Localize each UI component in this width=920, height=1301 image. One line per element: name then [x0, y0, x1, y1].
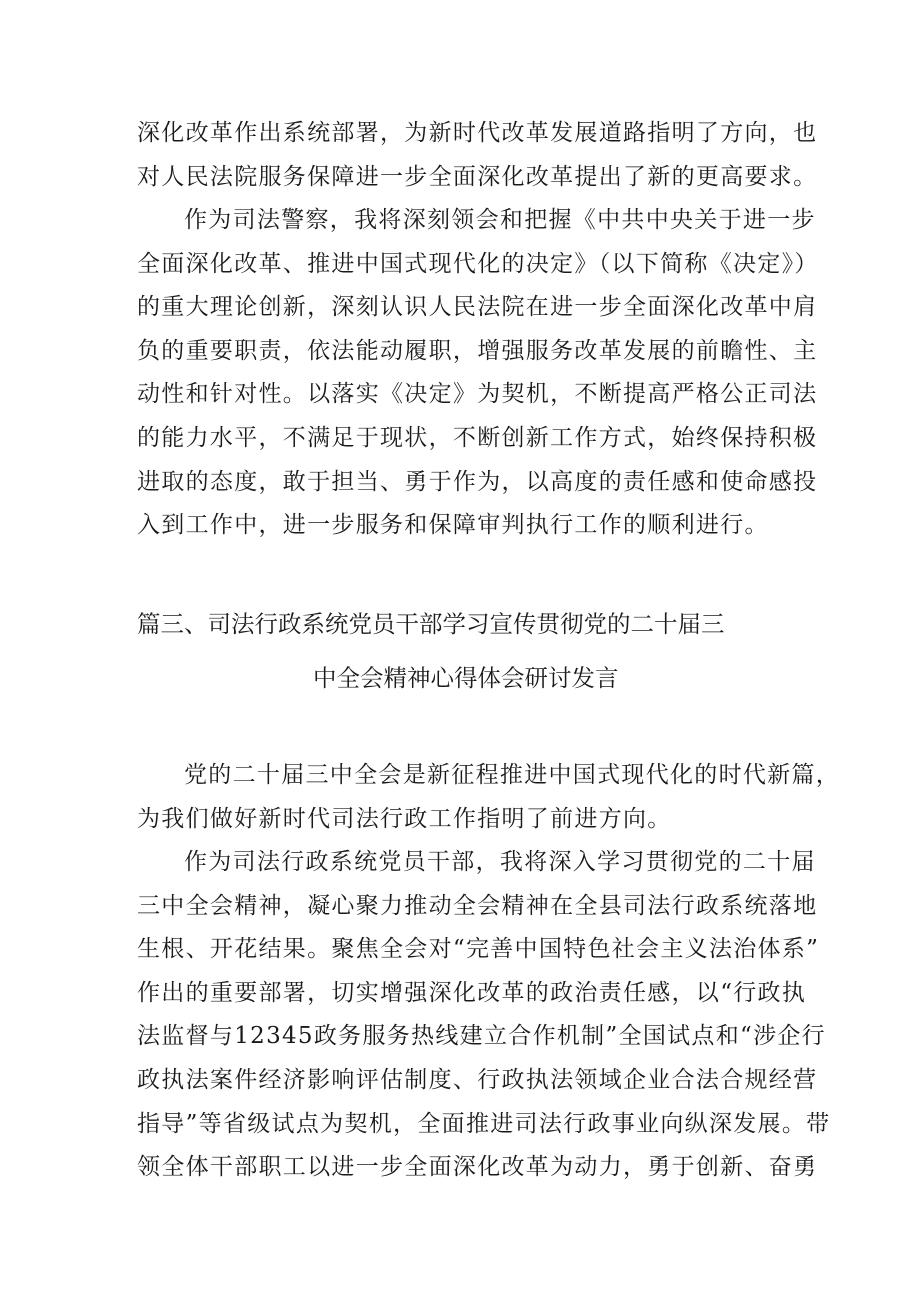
text-line: 进取的态度，敢于担当、勇于作为，以高度的责任感和使命感投 [137, 468, 818, 495]
text-line: 法监督与12345政务服务热线建立合作机制”全国试点和“涉企行 [137, 1023, 826, 1050]
text-line: 为我们做好新时代司法行政工作指明了前进方向。 [137, 805, 672, 832]
text-line: 领全体干部职工以进一步全面深化改革为动力，勇于创新、奋勇 [137, 1154, 818, 1181]
text-line: 深化改革作出系统部署，为新时代改革发展道路指明了方向，也 [137, 120, 818, 146]
text-line: 负的重要职责，依法能动履职，增强服务改革发展的前瞻性、主 [137, 337, 818, 364]
paragraph-continued [137, 112, 818, 199]
text-line: 对人民法院服务保障进一步全面深化改革提出了新的更高要求。 [137, 163, 818, 190]
text-line: 党的二十届三中全会是新征程推进中国式现代化的时代新篇， [184, 762, 841, 788]
text-line: 指导”等省级试点为契机，全面推进司法行政事业向纵深发展。带 [137, 1110, 831, 1137]
section-heading-line-2: 中全会精神心得体会研讨发言 [313, 664, 619, 692]
paragraph-cadre [137, 841, 831, 1190]
text-line: 作出的重要部署，切实增强深化改革的政治责任感，以“行政执 [137, 979, 807, 1006]
paragraph-intro [137, 754, 841, 841]
section-heading-line-1: 篇三、司法行政系统党员干部学习宣传贯彻党的二十届三 [137, 610, 725, 638]
text-line: 的重大理论创新，深刻认识人民法院在进一步全面深化改革中肩 [137, 294, 818, 321]
text-line: 的能力水平，不满足于现状，不断创新工作方式，始终保持积极 [137, 424, 818, 451]
text-line: 作为司法警察，我将深刻领会和把握《中共中央关于进一步 [184, 207, 816, 233]
text-line: 全面深化改革、推进中国式现代化的决定》（以下简称《决定》） [137, 250, 819, 277]
text-line: 入到工作中，进一步服务和保障审判执行工作的顺利进行。 [137, 512, 769, 539]
text-line: 政执法案件经济影响评估制度、行政执法领域企业合法合规经营 [137, 1066, 818, 1093]
text-line: 作为司法行政系统党员干部，我将深入学习贯彻党的二十届 [184, 849, 816, 875]
text-line: 动性和针对性。以落实《决定》为契机，不断提高严格公正司法 [137, 381, 818, 408]
paragraph-judicial-police [137, 199, 819, 548]
text-line: 生根、开花结果。聚焦全会对“完善中国特色社会主义法治体系” [137, 936, 820, 963]
text-line: 三中全会精神，凝心聚力推动全会精神在全县司法行政系统落地 [137, 892, 818, 919]
